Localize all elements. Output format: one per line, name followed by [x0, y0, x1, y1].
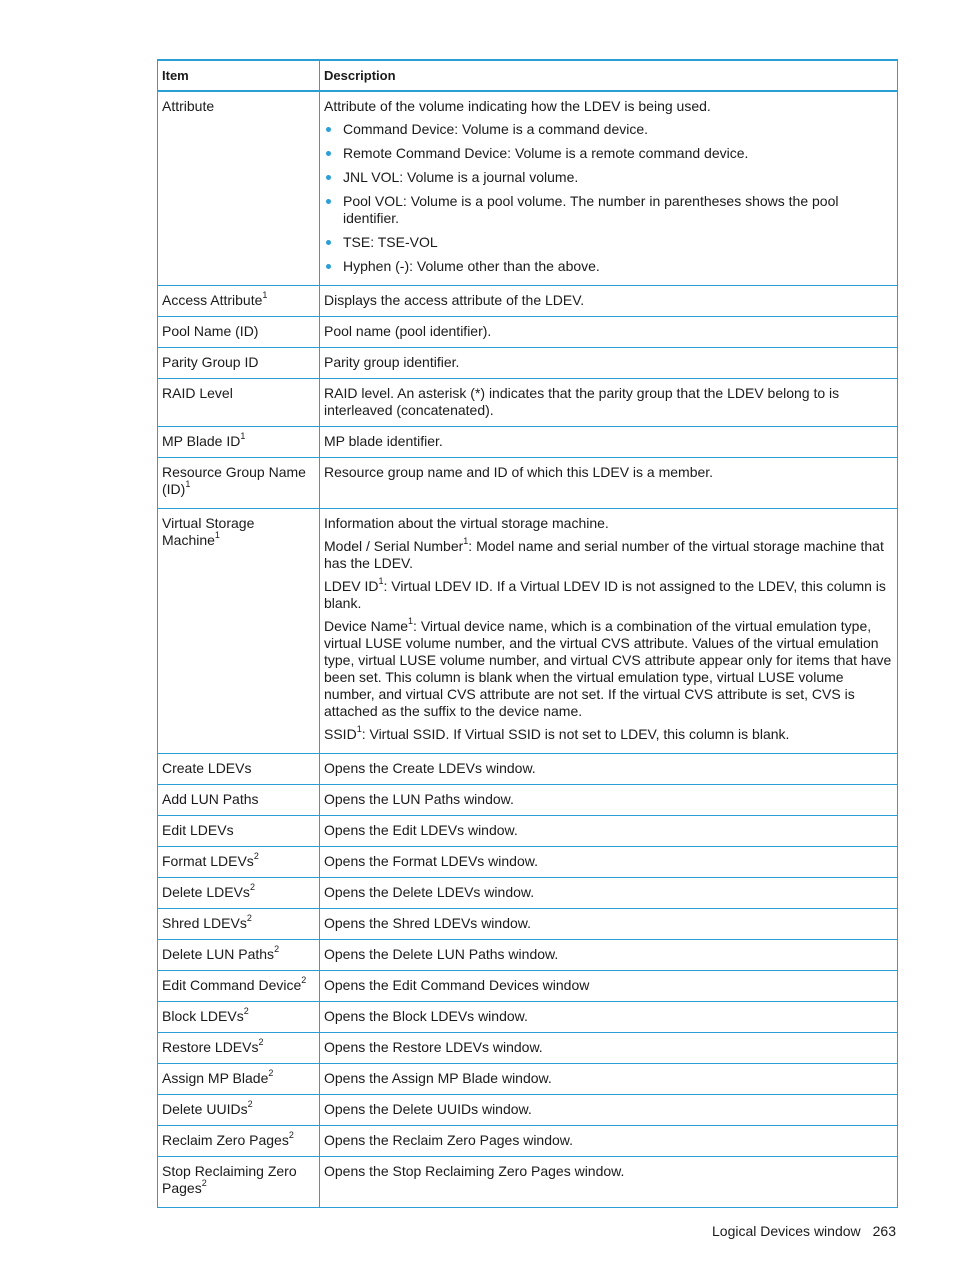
description-cell: Opens the Block LDEVs window.: [320, 1002, 898, 1033]
vsm-ssid: SSID$^1$: Virtual SSID. If Virtual SSID is not set to LDEV, this column is blank.: [324, 724, 790, 742]
table-row: [158, 1064, 898, 1095]
description-cell: [320, 509, 898, 754]
table-row: [158, 785, 898, 816]
description-cell: RAID level. An asterisk (*) indicates that the parity group that the LDEV belong to is interleaved (concatenated).: [320, 379, 898, 427]
item-cell: Edit Command Device$^2$: [158, 971, 320, 1002]
table-row: [158, 91, 898, 286]
vsm-intro: Information about the virtual storage machine.: [324, 515, 609, 531]
item-cell: Delete LDEVs$^2$: [158, 878, 320, 909]
item-cell: Resource Group Name (ID)$^1$: [158, 458, 320, 509]
description-cell: Opens the Format LDEVs window.: [320, 847, 898, 878]
description-cell: MP blade identifier.: [320, 427, 898, 458]
page-number: 263: [872, 1223, 896, 1239]
bullet-icon: [326, 199, 331, 204]
description-cell: Parity group identifier.: [320, 348, 898, 379]
table-row: [158, 878, 898, 909]
list-item: Hyphen (-): Volume other than the above.: [324, 258, 893, 275]
item-cell: Parity Group ID: [158, 348, 320, 379]
description-cell: Opens the Assign MP Blade window.: [320, 1064, 898, 1095]
list-item: Pool VOL: Volume is a pool volume. The number in parentheses shows the pool identifier.: [324, 193, 893, 227]
item-cell: Virtual Storage Machine$^1$: [158, 509, 320, 754]
vsm-model: Model / Serial Number$^1$: Model name and serial number of the virtual storage machine that has the LDEV.: [324, 536, 884, 571]
description-cell: Opens the Delete LUN Paths window.: [320, 940, 898, 971]
description-cell: Opens the Edit LDEVs window.: [320, 816, 898, 847]
table-row: [158, 427, 898, 458]
item-cell: Format LDEVs$^2$: [158, 847, 320, 878]
description-table: [157, 59, 898, 1208]
table-row: [158, 286, 898, 317]
description-cell: Opens the Edit Command Devices window: [320, 971, 898, 1002]
table-row: [158, 909, 898, 940]
bullet-icon: [326, 127, 331, 132]
item-cell: Edit LDEVs: [158, 816, 320, 847]
item-cell: Block LDEVs$^2$: [158, 1002, 320, 1033]
list-item: Command Device: Volume is a command device.: [324, 121, 893, 138]
table-row: [158, 1002, 898, 1033]
description-cell: [320, 91, 898, 286]
description-cell: Pool name (pool identifier).: [320, 317, 898, 348]
footnote-ref: 2: [249, 882, 255, 893]
footnote-ref: 2: [274, 944, 280, 955]
item-cell: Delete UUIDs$^2$: [158, 1095, 320, 1126]
item-cell: Assign MP Blade$^2$: [158, 1064, 320, 1095]
bullet-icon: [326, 240, 331, 245]
table-row: [158, 816, 898, 847]
attribute-bullet-list: [324, 121, 893, 275]
footnote-ref: 2: [247, 1099, 253, 1110]
item-cell: Stop Reclaiming Zero Pages$^2$: [158, 1157, 320, 1208]
item-cell: RAID Level: [158, 379, 320, 427]
table-row: [158, 348, 898, 379]
description-cell: Displays the access attribute of the LDEV.: [320, 286, 898, 317]
item-cell: MP Blade $ID^1$: [158, 427, 320, 458]
description-cell: Resource group name and ID of which this LDEV is a member.: [320, 458, 898, 509]
header-description: Description: [320, 60, 898, 91]
table-row: [158, 509, 898, 754]
table-header-row: [158, 60, 898, 91]
table-row: [158, 379, 898, 427]
description-cell: Opens the Restore LDEVs window.: [320, 1033, 898, 1064]
item-cell: Add LUN Paths: [158, 785, 320, 816]
table-row: [158, 971, 898, 1002]
item-cell: Access Attribute$^1$: [158, 286, 320, 317]
attribute-intro: Attribute of the volume indicating how the LDEV is being used.: [324, 98, 711, 114]
bullet-icon: [326, 175, 331, 180]
footnote-ref: 1: [262, 290, 268, 301]
vsm-ldev-id: LDEV $ID^1$: Virtual LDEV ID. If a Virtual LDEV ID is not assigned to the LDEV, this column is blank.: [324, 576, 886, 611]
item-cell: Delete LUN Paths$^2$: [158, 940, 320, 971]
item-cell: Shred LDEVs$^2$: [158, 909, 320, 940]
table-row: [158, 458, 898, 509]
bullet-icon: [326, 264, 331, 269]
header-item: Item: [158, 60, 320, 91]
footnote-ref: 2: [301, 975, 307, 986]
description-cell: Opens the Stop Reclaiming Zero Pages window.: [320, 1157, 898, 1208]
footnote-ref: 2: [201, 1178, 207, 1189]
table-row: [158, 1033, 898, 1064]
table-row: [158, 847, 898, 878]
table-row: [158, 1126, 898, 1157]
item-cell: Reclaim Zero Pages$^2$: [158, 1126, 320, 1157]
item-cell: Restore LDEVs$^2$: [158, 1033, 320, 1064]
table-row: [158, 940, 898, 971]
description-cell: Opens the Shred LDEVs window.: [320, 909, 898, 940]
bullet-icon: [326, 151, 331, 156]
description-cell: Opens the Delete UUIDs window.: [320, 1095, 898, 1126]
table-row: [158, 317, 898, 348]
footnote-ref: 2: [243, 1006, 249, 1017]
footer-section-title: Logical Devices window: [712, 1223, 861, 1239]
footnote-ref: 1: [185, 479, 191, 490]
page-footer: [712, 1223, 896, 1239]
description-cell: Opens the Create LDEVs window.: [320, 754, 898, 785]
footnote-ref: 1: [214, 530, 220, 541]
list-item: JNL VOL: Volume is a journal volume.: [324, 169, 893, 186]
list-item: TSE: TSE-VOL: [324, 234, 893, 251]
footnote-ref: 2: [246, 913, 252, 924]
description-cell: Opens the Reclaim Zero Pages window.: [320, 1126, 898, 1157]
item-cell: Pool Name (ID): [158, 317, 320, 348]
footnote-ref: 2: [288, 1130, 294, 1141]
footnote-ref: 2: [253, 851, 259, 862]
table-row: [158, 1157, 898, 1208]
table-row: [158, 1095, 898, 1126]
footnote-ref: 2: [268, 1068, 274, 1079]
description-cell: Opens the LUN Paths window.: [320, 785, 898, 816]
footnote-ref: 1: [240, 431, 246, 442]
description-cell: Opens the Delete LDEVs window.: [320, 878, 898, 909]
table-row: [158, 754, 898, 785]
item-cell: Create LDEVs: [158, 754, 320, 785]
vsm-device-name: Device Name$^1$: Virtual device name, which is a combination of the virtual emulation type, virtual LUSE volume number, and the virtual CVS attribute. Values of the virtual emulation type, virtual LUSE volume number, and virtual CVS attribute appear only for items that have been set. This column is blank when the virtual emulation type, virtual LUSE volume number, and virtual CVS attribute are not set. If the virtual CVS attribute is set, CVS is attached as the suffix to the device name.: [324, 616, 892, 719]
item-cell: Attribute: [158, 91, 320, 286]
list-item: Remote Command Device: Volume is a remote command device.: [324, 145, 893, 162]
footnote-ref: 2: [258, 1037, 264, 1048]
